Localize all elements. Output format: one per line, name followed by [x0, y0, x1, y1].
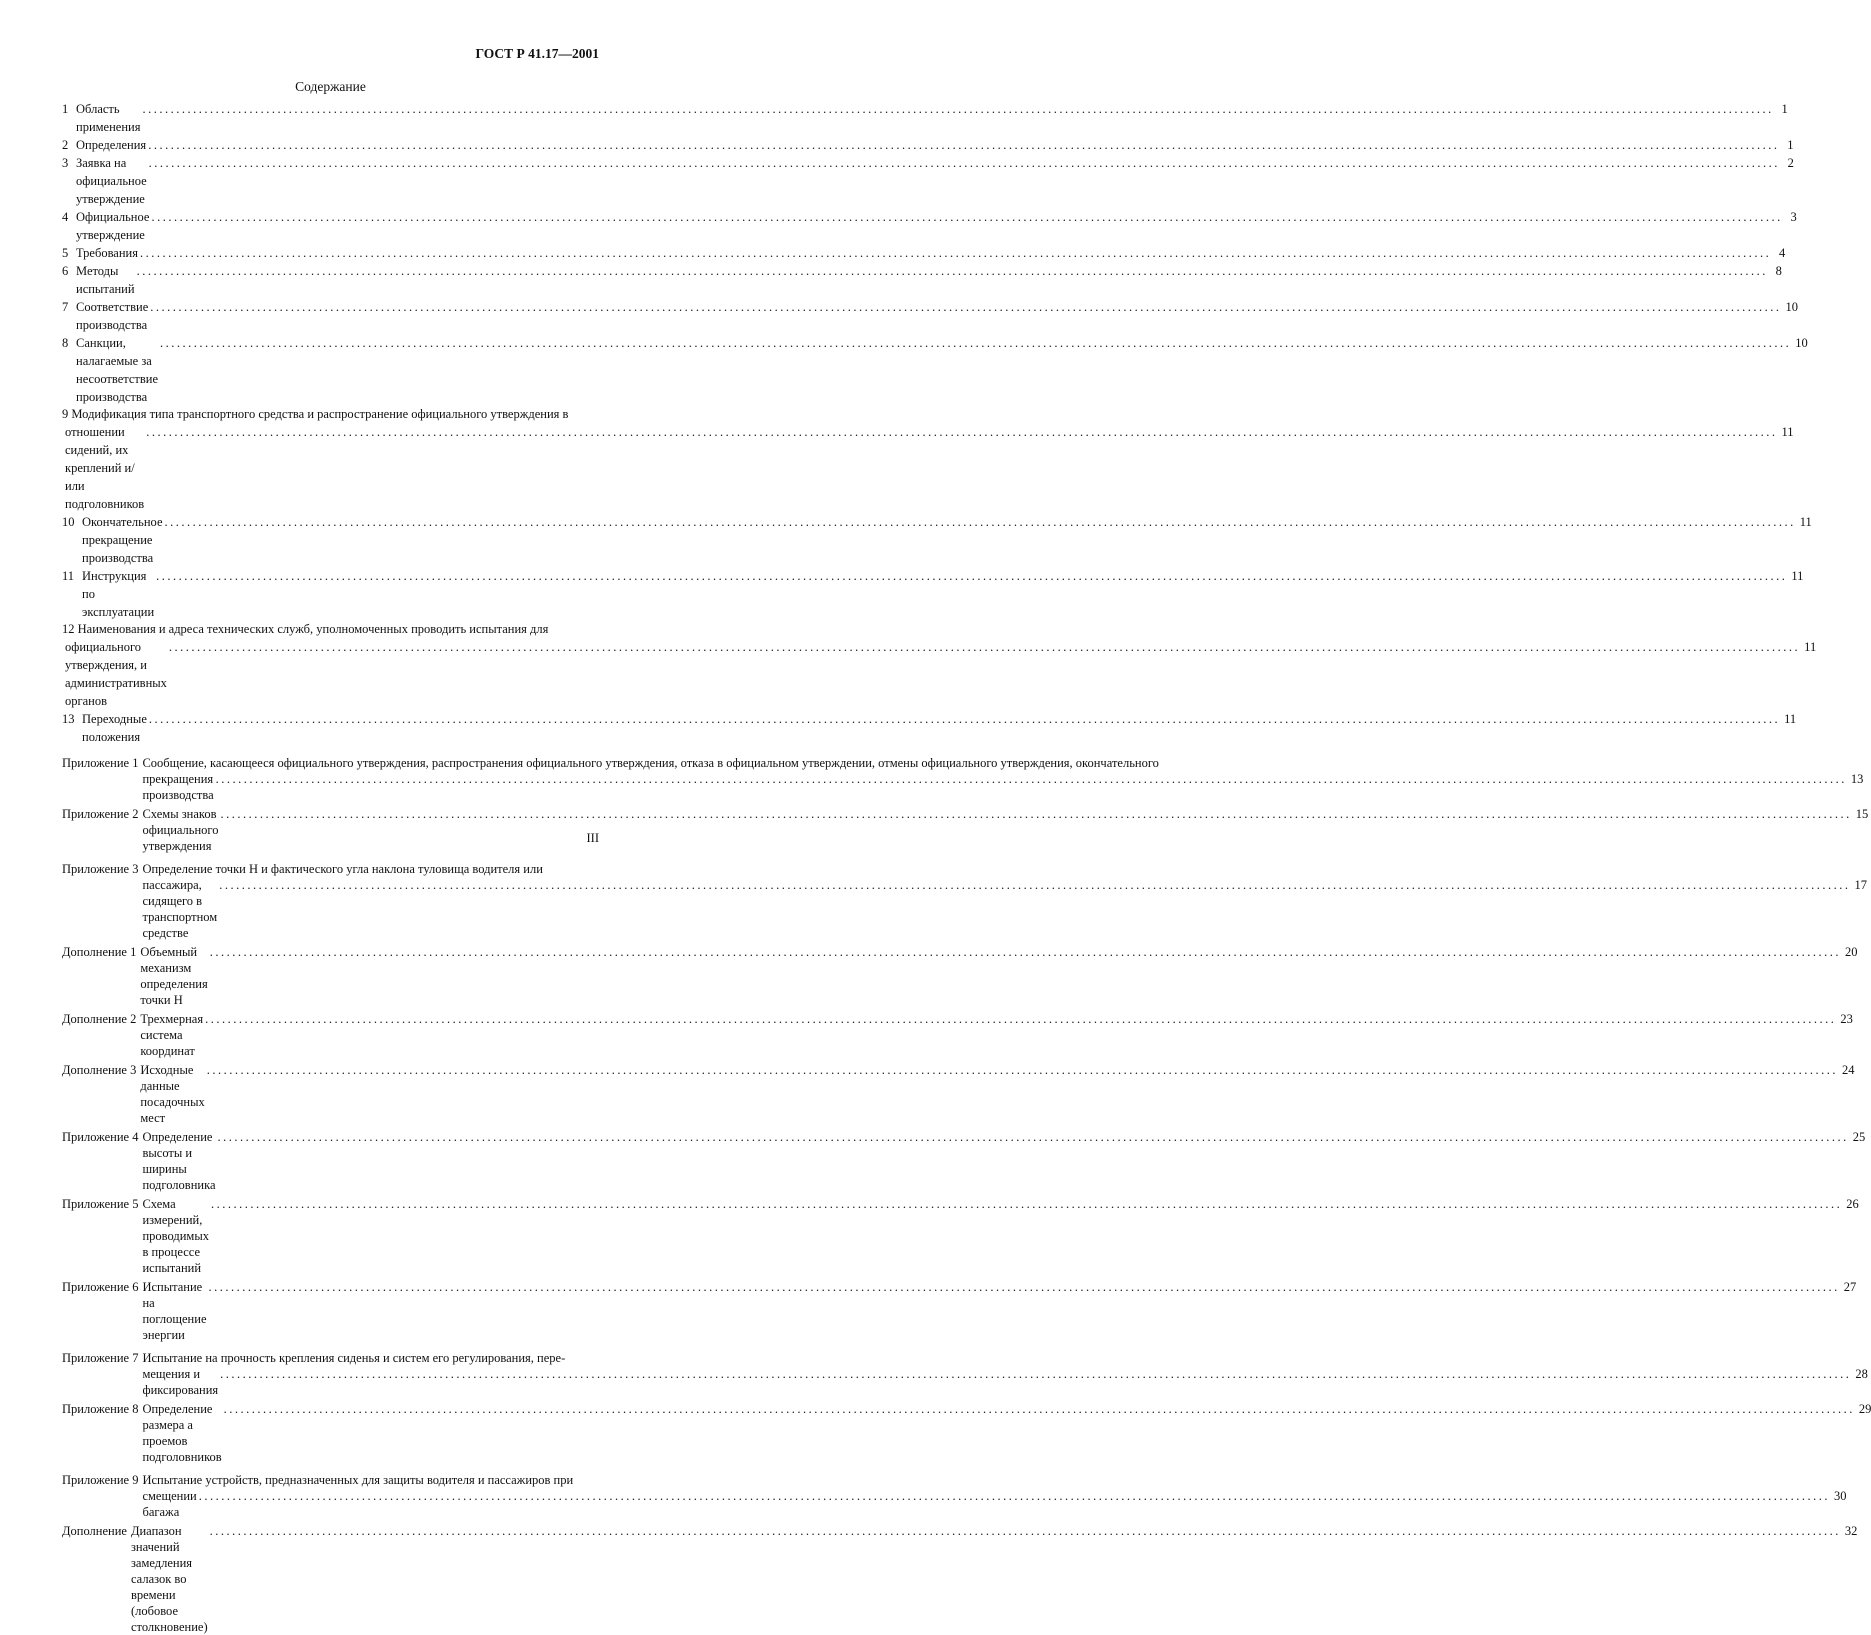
- appendix-title-line: Сообщение, касающееся официального утверждения, распространения официального утверждения, отказа в официальном утверждении, отмены официального утверждения, окончательного: [142, 756, 1159, 770]
- appendix-title: Диапазон значений замедления салазок во времени (лобовое столкновение): [130, 1524, 208, 1634]
- page-ref: 2: [1787, 156, 1794, 170]
- appendix-entry[interactable]: [62, 1279, 1857, 1343]
- toc-entry[interactable]: [62, 262, 1782, 298]
- appendix-entry[interactable]: [62, 861, 1867, 941]
- section-title: Инструкция по эксплуатации: [82, 569, 155, 619]
- page-ref: 4: [1778, 246, 1786, 260]
- appendix-title-last: [142, 1488, 1846, 1520]
- leader-dots: [211, 1196, 1842, 1212]
- leader-dots: [208, 1279, 1839, 1295]
- section-number: 11: [62, 569, 75, 583]
- section-title-line1: Модификация типа транспортного средства и распространение официального утверждения в: [71, 407, 569, 421]
- appendix-title: Объемный механизм определения точки H: [140, 945, 208, 1007]
- appendix-body: [142, 1129, 1865, 1193]
- appendix-body: [131, 1523, 1857, 1635]
- leader-dots: [224, 1401, 1855, 1417]
- page-ref: 17: [1854, 878, 1867, 892]
- section-title: Область применения: [76, 102, 141, 134]
- appendix-label: Приложение 6: [62, 1280, 139, 1294]
- appendix-title-last: [142, 1366, 1867, 1398]
- section-number: 13: [62, 712, 75, 726]
- appendix-label: Приложение 4: [62, 1130, 139, 1144]
- appendix-title: Определение размера a проемов подголовников: [142, 1402, 222, 1464]
- toc-entry-line: [62, 406, 600, 423]
- appendix-body: [142, 1350, 1867, 1398]
- page-ref: 28: [1855, 1367, 1868, 1381]
- leader-dots: [160, 334, 1791, 352]
- appendix-entry[interactable]: [62, 1350, 1868, 1398]
- section-number: 10: [62, 515, 75, 529]
- appendix-label: Приложение 1: [62, 756, 139, 770]
- appendix-label: Приложение 3: [62, 862, 139, 876]
- section-number: 5: [62, 246, 69, 260]
- section-title: Определения: [76, 138, 147, 152]
- toc-entry[interactable]: [62, 100, 1788, 136]
- appendix-body: [140, 1011, 1853, 1059]
- leader-dots: [150, 298, 1781, 316]
- appendix-title-last: [142, 806, 1868, 854]
- section-number: 2: [62, 138, 69, 152]
- appendix-body: [142, 806, 1868, 854]
- page-ref: 29: [1858, 1402, 1871, 1416]
- appendix-entry[interactable]: [62, 755, 1864, 803]
- section-number: 7: [62, 300, 69, 314]
- appendix-title: прекращения производства: [142, 772, 214, 802]
- appendix-label: Дополнение 2: [62, 1012, 137, 1026]
- page-ref: 13: [1850, 772, 1864, 786]
- appendix-title-last: [142, 1279, 1856, 1343]
- appendix-title: Испытание на поглощение энергии: [142, 1280, 207, 1342]
- leader-dots: [220, 1366, 1851, 1382]
- leader-dots: [149, 154, 1780, 172]
- appendix-body: [140, 944, 1857, 1008]
- appendix-entry[interactable]: [62, 1129, 1866, 1193]
- page-ref: 8: [1775, 264, 1782, 278]
- appendix-body: [142, 1401, 1871, 1465]
- table-of-contents: [62, 100, 1871, 1635]
- appendix-body: [142, 1472, 1846, 1520]
- toc-entry[interactable]: [62, 710, 1797, 746]
- appendix-label: Дополнение 1: [62, 945, 137, 959]
- toc-entry-line: [62, 621, 600, 638]
- toc-entry[interactable]: [62, 136, 1794, 154]
- section-title: Методы испытаний: [76, 264, 135, 296]
- standard-designation: ГОСТ Р 41.17—2001: [475, 46, 599, 61]
- appendix-title-last: [142, 771, 1863, 803]
- appendix-title: Определение высоты и ширины подголовника: [142, 1130, 216, 1192]
- page-ref: 11: [1784, 712, 1797, 726]
- appendix-label: Приложение 9: [62, 1473, 139, 1487]
- page-ref: 32: [1844, 1524, 1858, 1538]
- appendix-title-line: Испытание устройств, предназначенных для защиты водителя и пассажиров при: [142, 1473, 574, 1487]
- appendix-entry[interactable]: [62, 944, 1858, 1008]
- leader-dots: [156, 567, 1787, 585]
- leader-dots: [151, 208, 1782, 226]
- appendix-title: Схема измерений, проводимых в процессе испытаний: [142, 1197, 209, 1275]
- appendix-title: смещении багажа: [142, 1489, 197, 1519]
- appendix-body: [142, 755, 1863, 803]
- leader-dots: [148, 136, 1779, 154]
- appendix-label: Приложение 8: [62, 1402, 139, 1416]
- toc-entry[interactable]: [62, 621, 1817, 710]
- section-title-line2: отношении сидений, их креплений и/или подголовников: [65, 425, 145, 511]
- leader-dots: [199, 1488, 1830, 1504]
- appendix-label: Дополнение: [62, 1524, 127, 1538]
- page-ref: 11: [1799, 515, 1812, 529]
- leader-dots: [140, 244, 1771, 262]
- appendix-body: [140, 1062, 1854, 1126]
- leader-dots: [216, 771, 1847, 787]
- page-ref: 11: [1804, 640, 1817, 654]
- page-title: Содержание: [295, 79, 366, 94]
- appendix-label: Приложение 5: [62, 1197, 139, 1211]
- toc-entry-line: [62, 423, 1794, 513]
- appendix-body: [142, 1196, 1858, 1276]
- leader-dots: [220, 806, 1851, 822]
- toc-entry[interactable]: [62, 244, 1786, 262]
- appendix-title: мещения и фиксирования: [142, 1367, 219, 1397]
- page-ref: 10: [1795, 336, 1808, 350]
- appendix-title: Схемы знаков официального утверждения: [142, 807, 219, 853]
- leader-dots: [210, 944, 1841, 960]
- appendix-title-last: [140, 1011, 1853, 1059]
- page-ref: 11: [1781, 425, 1794, 439]
- appendix-title-last: [131, 1523, 1857, 1635]
- section-title-line1: Наименования и адреса технических служб, уполномоченных проводить испытания для: [77, 622, 549, 636]
- leader-dots: [210, 1523, 1841, 1539]
- toc-entry[interactable]: [62, 406, 1794, 513]
- section-number: 9: [62, 407, 69, 421]
- appendix-entry[interactable]: [62, 1196, 1859, 1276]
- page-ref: 26: [1846, 1197, 1859, 1211]
- toc-entry[interactable]: [62, 567, 1804, 621]
- leader-dots: [137, 262, 1768, 280]
- section-title: Заявка на официальное утверждение: [76, 156, 147, 206]
- section-number: 4: [62, 210, 69, 224]
- toc-entry[interactable]: [62, 513, 1812, 567]
- page-ref: 24: [1842, 1063, 1855, 1077]
- leader-dots: [149, 710, 1780, 728]
- appendix-title-last: [142, 1196, 1858, 1276]
- appendix-title-last: [140, 944, 1857, 1008]
- appendix-entry[interactable]: [62, 1523, 1858, 1635]
- section-number: 3: [62, 156, 69, 170]
- appendix-entry[interactable]: [62, 1062, 1855, 1126]
- toc-entry-line: [62, 638, 1817, 710]
- section-title: Соответствие производства: [76, 300, 149, 332]
- appendix-title-last: [142, 1129, 1865, 1193]
- appendix-title-last: [142, 1401, 1871, 1465]
- appendix-entry[interactable]: [62, 1472, 1847, 1520]
- appendix-entry[interactable]: [62, 1011, 1853, 1059]
- page-number: III: [586, 831, 599, 845]
- page-ref: 1: [1787, 138, 1794, 152]
- appendix-title: пассажира, сидящего в транспортном средстве: [142, 878, 218, 940]
- page-ref: 20: [1844, 945, 1858, 959]
- section-title: Официальное утверждение: [76, 210, 150, 242]
- appendix-title-last: [140, 1062, 1854, 1126]
- appendix-entry[interactable]: [62, 1401, 1871, 1465]
- section-number: 12: [62, 622, 75, 636]
- section-title: Требования: [76, 246, 138, 260]
- appendix-title: Трехмерная система координат: [140, 1012, 204, 1058]
- page-ref: 11: [1791, 569, 1804, 583]
- appendix-label: Приложение 2: [62, 807, 139, 821]
- appendix-entry[interactable]: [62, 806, 1869, 854]
- appendix-label: Приложение 7: [62, 1351, 139, 1365]
- leader-dots: [142, 100, 1773, 118]
- leader-dots: [146, 423, 1777, 441]
- appendix-label: Дополнение 3: [62, 1063, 137, 1077]
- page-ref: 25: [1852, 1130, 1866, 1144]
- page-ref: 1: [1781, 102, 1788, 116]
- leader-dots: [219, 877, 1850, 893]
- appendix-title: Исходные данные посадочных мест: [140, 1063, 205, 1125]
- section-title: Переходные положения: [82, 712, 147, 744]
- leader-dots: [205, 1011, 1836, 1027]
- section-number: 1: [62, 102, 69, 116]
- toc-entry[interactable]: [62, 298, 1799, 334]
- leader-dots: [165, 513, 1796, 531]
- section-title: Санкции, налагаемые за несоответствие производства: [76, 336, 159, 404]
- leader-dots: [218, 1129, 1849, 1145]
- section-number: 8: [62, 336, 69, 350]
- leader-dots: [169, 638, 1800, 656]
- toc-entry[interactable]: [62, 334, 1808, 406]
- section-title: Окончательное прекращение производства: [82, 515, 163, 565]
- appendix-title-last: [142, 877, 1867, 941]
- page-ref: 30: [1833, 1489, 1847, 1503]
- appendix-title-line: Определение точки H и фактического угла наклона туловища водителя или: [142, 862, 543, 876]
- page-ref: 15: [1855, 807, 1869, 821]
- appendix-title-line: Испытание на прочность крепления сиденья и систем его регулирования, пере-: [142, 1351, 566, 1365]
- appendix-body: [142, 861, 1867, 941]
- page-ref: 10: [1785, 300, 1799, 314]
- appendix-body: [142, 1279, 1856, 1343]
- page-ref: 23: [1840, 1012, 1853, 1026]
- page-ref: 3: [1790, 210, 1797, 224]
- leader-dots: [207, 1062, 1838, 1078]
- section-title-line2: официального утверждения, и административных органов: [65, 640, 167, 708]
- toc-entry[interactable]: [62, 208, 1797, 244]
- toc-entry[interactable]: [62, 154, 1794, 208]
- page-ref: 27: [1843, 1280, 1857, 1294]
- section-number: 6: [62, 264, 69, 278]
